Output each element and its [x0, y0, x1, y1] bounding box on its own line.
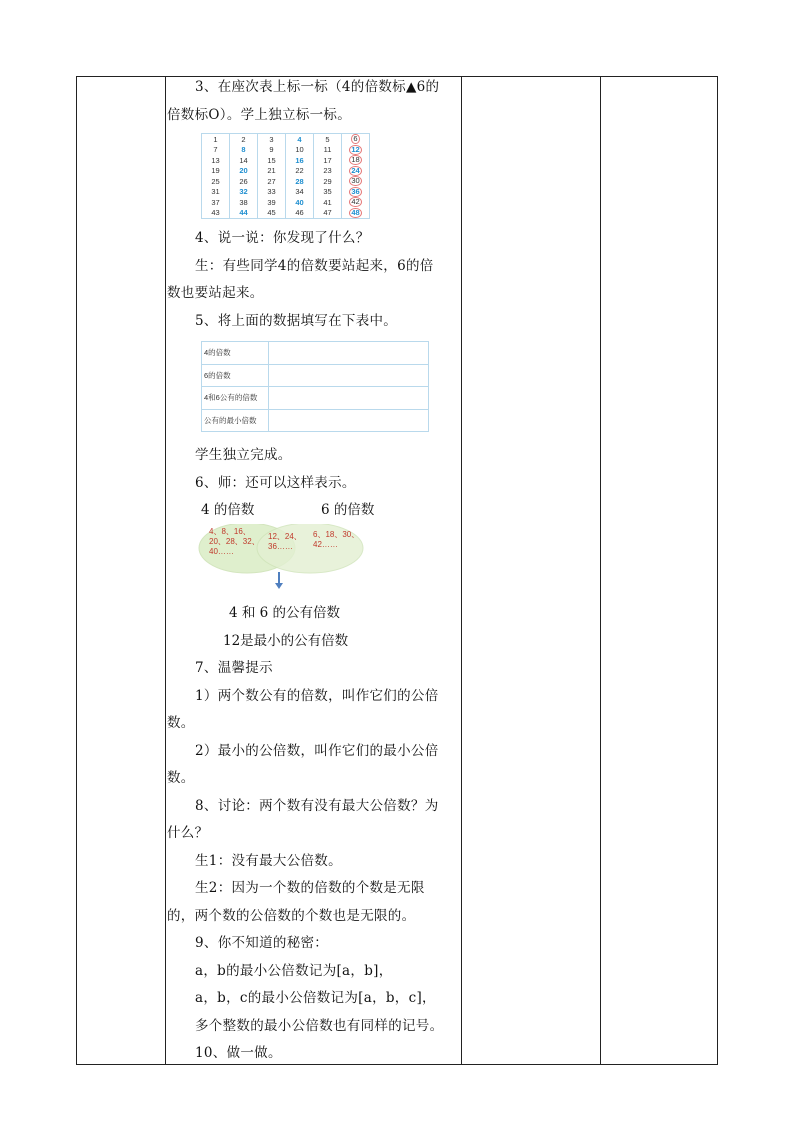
fill-row [202, 387, 429, 410]
seat-row [202, 155, 370, 166]
student-answer-line2: 数也要站起来。 [167, 285, 264, 301]
seat-number: 47 [323, 208, 332, 218]
seat-cell [202, 155, 230, 166]
seat-cell [342, 197, 370, 208]
seat-number: 16 [295, 155, 304, 165]
step-4: 4、说一说：你发现了什么？ [195, 230, 370, 246]
seat-cell [230, 187, 258, 198]
seat-cell [202, 145, 230, 156]
tip-2-line1: 2）最小的公倍数，叫作它们的最小公倍 [195, 742, 439, 759]
seat-cell [202, 134, 230, 145]
seat-number: 5 [325, 134, 330, 144]
seat-number: 31 [211, 187, 220, 197]
seat-cell [258, 208, 286, 219]
fill-row [202, 342, 429, 365]
seat-number: 3 [269, 134, 274, 144]
seat-number: 12 [351, 144, 360, 154]
seat-number: 28 [295, 176, 304, 186]
seat-number: 40 [295, 197, 304, 207]
seat-number: 9 [269, 145, 274, 155]
lesson-table [76, 76, 718, 1065]
seat-row [202, 176, 370, 187]
seat-number: 18 [351, 155, 360, 165]
seat-number: 29 [323, 176, 332, 186]
seat-number: 41 [323, 197, 332, 207]
seat-number: 13 [211, 155, 220, 165]
lcm-caption: 12是最小的公有倍数 [223, 632, 349, 649]
step-3-line1: 3、在座次表上标一标（4的倍数标▲6的 [195, 79, 440, 95]
venn-diagram [167, 524, 461, 600]
seat-cell [258, 166, 286, 177]
venn-arrow-head [275, 583, 283, 589]
seat-cell [314, 176, 342, 187]
seat-number: 17 [323, 155, 332, 165]
seat-cell [286, 208, 314, 219]
seat-row [202, 134, 370, 145]
tip-2-line2: 数。 [167, 770, 195, 786]
seat-cell [258, 145, 286, 156]
step-5: 5、将上面的数据填写在下表中。 [195, 312, 398, 329]
seat-cell [342, 187, 370, 198]
fill-row-blank [269, 387, 429, 410]
venn-label-left: 4 的倍数 [201, 502, 255, 518]
seat-number: 24 [351, 165, 360, 175]
venn-mid-line2: 36…… [268, 542, 293, 551]
seat-number: 21 [267, 166, 276, 176]
fill-in-table [201, 341, 461, 432]
fill-row-blank [269, 409, 429, 432]
seat-cell [230, 134, 258, 145]
step-7: 7、温馨提示 [195, 660, 273, 676]
seat-number: 7 [213, 145, 218, 155]
fill-row-label: 4和6公有的倍数 [202, 387, 269, 410]
notation-many: 多个整数的最小公倍数也有同样的记号。 [195, 1017, 444, 1034]
seat-number: 32 [239, 187, 248, 197]
seat-number: 43 [211, 208, 220, 218]
seat-cell [342, 134, 370, 145]
step-10: 10、做一做。 [195, 1045, 282, 1061]
seat-number: 25 [211, 176, 220, 186]
seat-number: 38 [239, 197, 248, 207]
seat-number: 39 [267, 197, 276, 207]
seat-cell [230, 208, 258, 219]
venn-label-right: 6 的倍数 [321, 502, 375, 518]
fill-row-label: 6的倍数 [202, 364, 269, 387]
seat-cell [286, 145, 314, 156]
student-complete: 学生独立完成。 [195, 447, 292, 463]
seat-number: 27 [267, 176, 276, 186]
seat-number: 26 [239, 176, 248, 186]
seat-number: 44 [239, 208, 248, 218]
seat-number: 34 [295, 187, 304, 197]
seat-cell [230, 166, 258, 177]
multiples-table [201, 341, 429, 432]
seat-number: 46 [295, 208, 304, 218]
seat-number: 11 [323, 145, 332, 155]
teaching-process-cell [167, 77, 461, 1068]
seat-number: 37 [211, 197, 220, 207]
seat-number: 10 [295, 145, 304, 155]
fill-row-label: 4的倍数 [202, 342, 269, 365]
seat-number: 23 [323, 166, 332, 176]
column-divider [600, 77, 601, 1064]
seat-cell [314, 134, 342, 145]
seat-number: 36 [351, 186, 360, 196]
seat-cell [202, 197, 230, 208]
fill-row-blank [269, 342, 429, 365]
seat-cell [230, 155, 258, 166]
seat-cell [314, 155, 342, 166]
venn-right-line2: 42…… [313, 540, 338, 549]
step-6: 6、师：还可以这样表示。 [195, 474, 356, 491]
seat-cell [286, 176, 314, 187]
tip-1-line1: 1）两个数公有的倍数，叫作它们的公倍 [195, 687, 439, 704]
seat-row [202, 187, 370, 198]
venn-left-line1: 4、8、16、 [209, 527, 251, 536]
seat-cell [258, 134, 286, 145]
venn-labels [167, 497, 461, 524]
seat-cell [202, 176, 230, 187]
seat-number: 20 [239, 166, 248, 176]
column-divider [461, 77, 462, 1064]
fill-row-label: 公有的最小倍数 [202, 409, 269, 432]
step-9: 9、你不知道的秘密： [195, 935, 329, 951]
student-answer-line1: 生：有些同学4的倍数要站起来，6的倍 [195, 257, 434, 274]
seat-cell [342, 145, 370, 156]
step-8-line1: 8、讨论：两个数有没有最大公倍数？为 [195, 797, 439, 814]
seat-cell [314, 187, 342, 198]
seat-row [202, 197, 370, 208]
seat-number: 33 [267, 187, 276, 197]
venn-left-line3: 40…… [209, 547, 234, 556]
seat-cell [286, 187, 314, 198]
venn-right-line1: 6、18、30、 [313, 530, 360, 539]
venn-left-line2: 20、28、32、 [209, 537, 260, 546]
seat-cell [286, 197, 314, 208]
student-2-line1: 生2：因为一个数的倍数的个数是无限 [195, 880, 425, 896]
seat-number: 35 [323, 187, 332, 197]
notation-two: a，b的最小公倍数记为[a，b]， [195, 962, 393, 979]
tip-1-line2: 数。 [167, 715, 195, 731]
seat-number: 1 [213, 134, 218, 144]
seat-cell [342, 208, 370, 219]
seat-number: 42 [351, 197, 360, 207]
seat-number: 8 [241, 145, 246, 155]
fill-row [202, 364, 429, 387]
seat-number: 22 [295, 166, 304, 176]
seat-cell [314, 145, 342, 156]
seat-cell [230, 176, 258, 187]
venn-mid-line1: 12、24、 [268, 532, 302, 541]
notation-three: a，b，c的最小公倍数记为[a，b，c]， [195, 990, 436, 1006]
seat-cell [258, 176, 286, 187]
seat-number: 30 [351, 176, 360, 186]
seat-cell [286, 134, 314, 145]
fill-row [202, 409, 429, 432]
seat-cell [286, 155, 314, 166]
fill-row-blank [269, 364, 429, 387]
seat-cell [230, 197, 258, 208]
seat-row [202, 145, 370, 156]
student-1: 生1：没有最大公倍数。 [195, 852, 342, 869]
seat-cell [258, 155, 286, 166]
common-multiple-caption: 4 和 6 的公有倍数 [229, 605, 341, 621]
seat-number: 6 [353, 134, 358, 144]
seat-cell [314, 166, 342, 177]
seat-cell [202, 187, 230, 198]
step-3-line2: 倍数标O）。学上独立标一标。 [167, 106, 352, 123]
seat-cell [202, 208, 230, 219]
seat-cell [342, 176, 370, 187]
seat-cell [258, 197, 286, 208]
seat-cell [202, 166, 230, 177]
seat-cell [230, 145, 258, 156]
seat-number: 48 [351, 207, 360, 217]
step-8-line2: 什么？ [167, 825, 209, 841]
seat-chart-table [201, 133, 370, 219]
seat-cell [314, 208, 342, 219]
seat-number: 14 [239, 155, 248, 165]
seat-number: 4 [297, 134, 302, 144]
seat-chart [201, 133, 461, 219]
seat-cell [314, 197, 342, 208]
column-divider [165, 77, 166, 1064]
seat-cell [258, 187, 286, 198]
seat-number: 15 [267, 155, 276, 165]
seat-row [202, 208, 370, 219]
seat-row [202, 166, 370, 177]
seat-cell [342, 155, 370, 166]
seat-number: 19 [211, 166, 220, 176]
seat-number: 45 [267, 208, 276, 218]
seat-cell [342, 166, 370, 177]
seat-cell [286, 166, 314, 177]
seat-number: 2 [241, 134, 246, 144]
student-2-line2: 的，两个数的公倍数的个数也是无限的。 [167, 907, 416, 924]
